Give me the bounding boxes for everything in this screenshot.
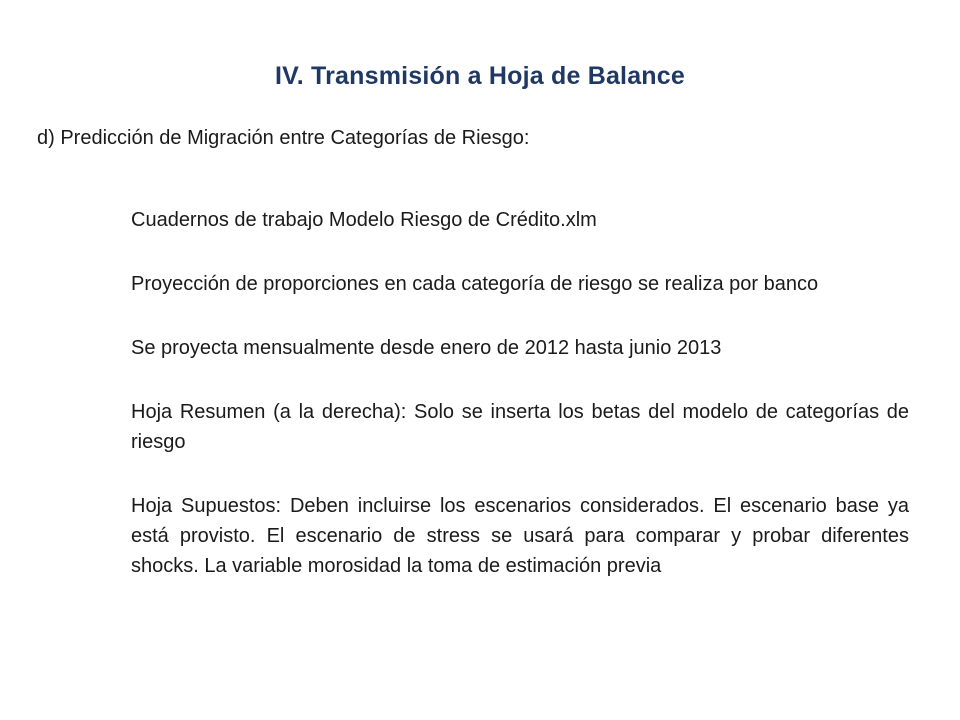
bullet-list	[131, 205, 909, 581]
bullet-item-summary-sheet: Hoja Resumen (a la derecha): Solo se inserta los betas del modelo de categorías de riesgo	[131, 401, 909, 453]
slide-title: IV. Transmisión a Hoja de Balance	[274, 62, 685, 90]
bullet-item-assumptions-sheet: Hoja Supuestos: Deben incluirse los escenarios considerados. El escenario base ya está provisto. El escenario de stress se usará para comparar y probar diferentes shocks. La variable morosidad la toma de estimación previa	[131, 495, 909, 577]
bullet-item-monthly-projection: Se proyecta mensualmente desde enero de 2012 hasta junio 2013	[131, 337, 722, 359]
section-subheading: d) Predicción de Migración entre Categorías de Riesgo:	[37, 127, 530, 149]
bullet-item-projection-by-bank: Proyección de proporciones en cada categoría de riesgo se realiza por banco	[131, 273, 819, 295]
bullet-item-workbook: Cuadernos de trabajo Modelo Riesgo de Crédito.xlm	[131, 209, 597, 231]
